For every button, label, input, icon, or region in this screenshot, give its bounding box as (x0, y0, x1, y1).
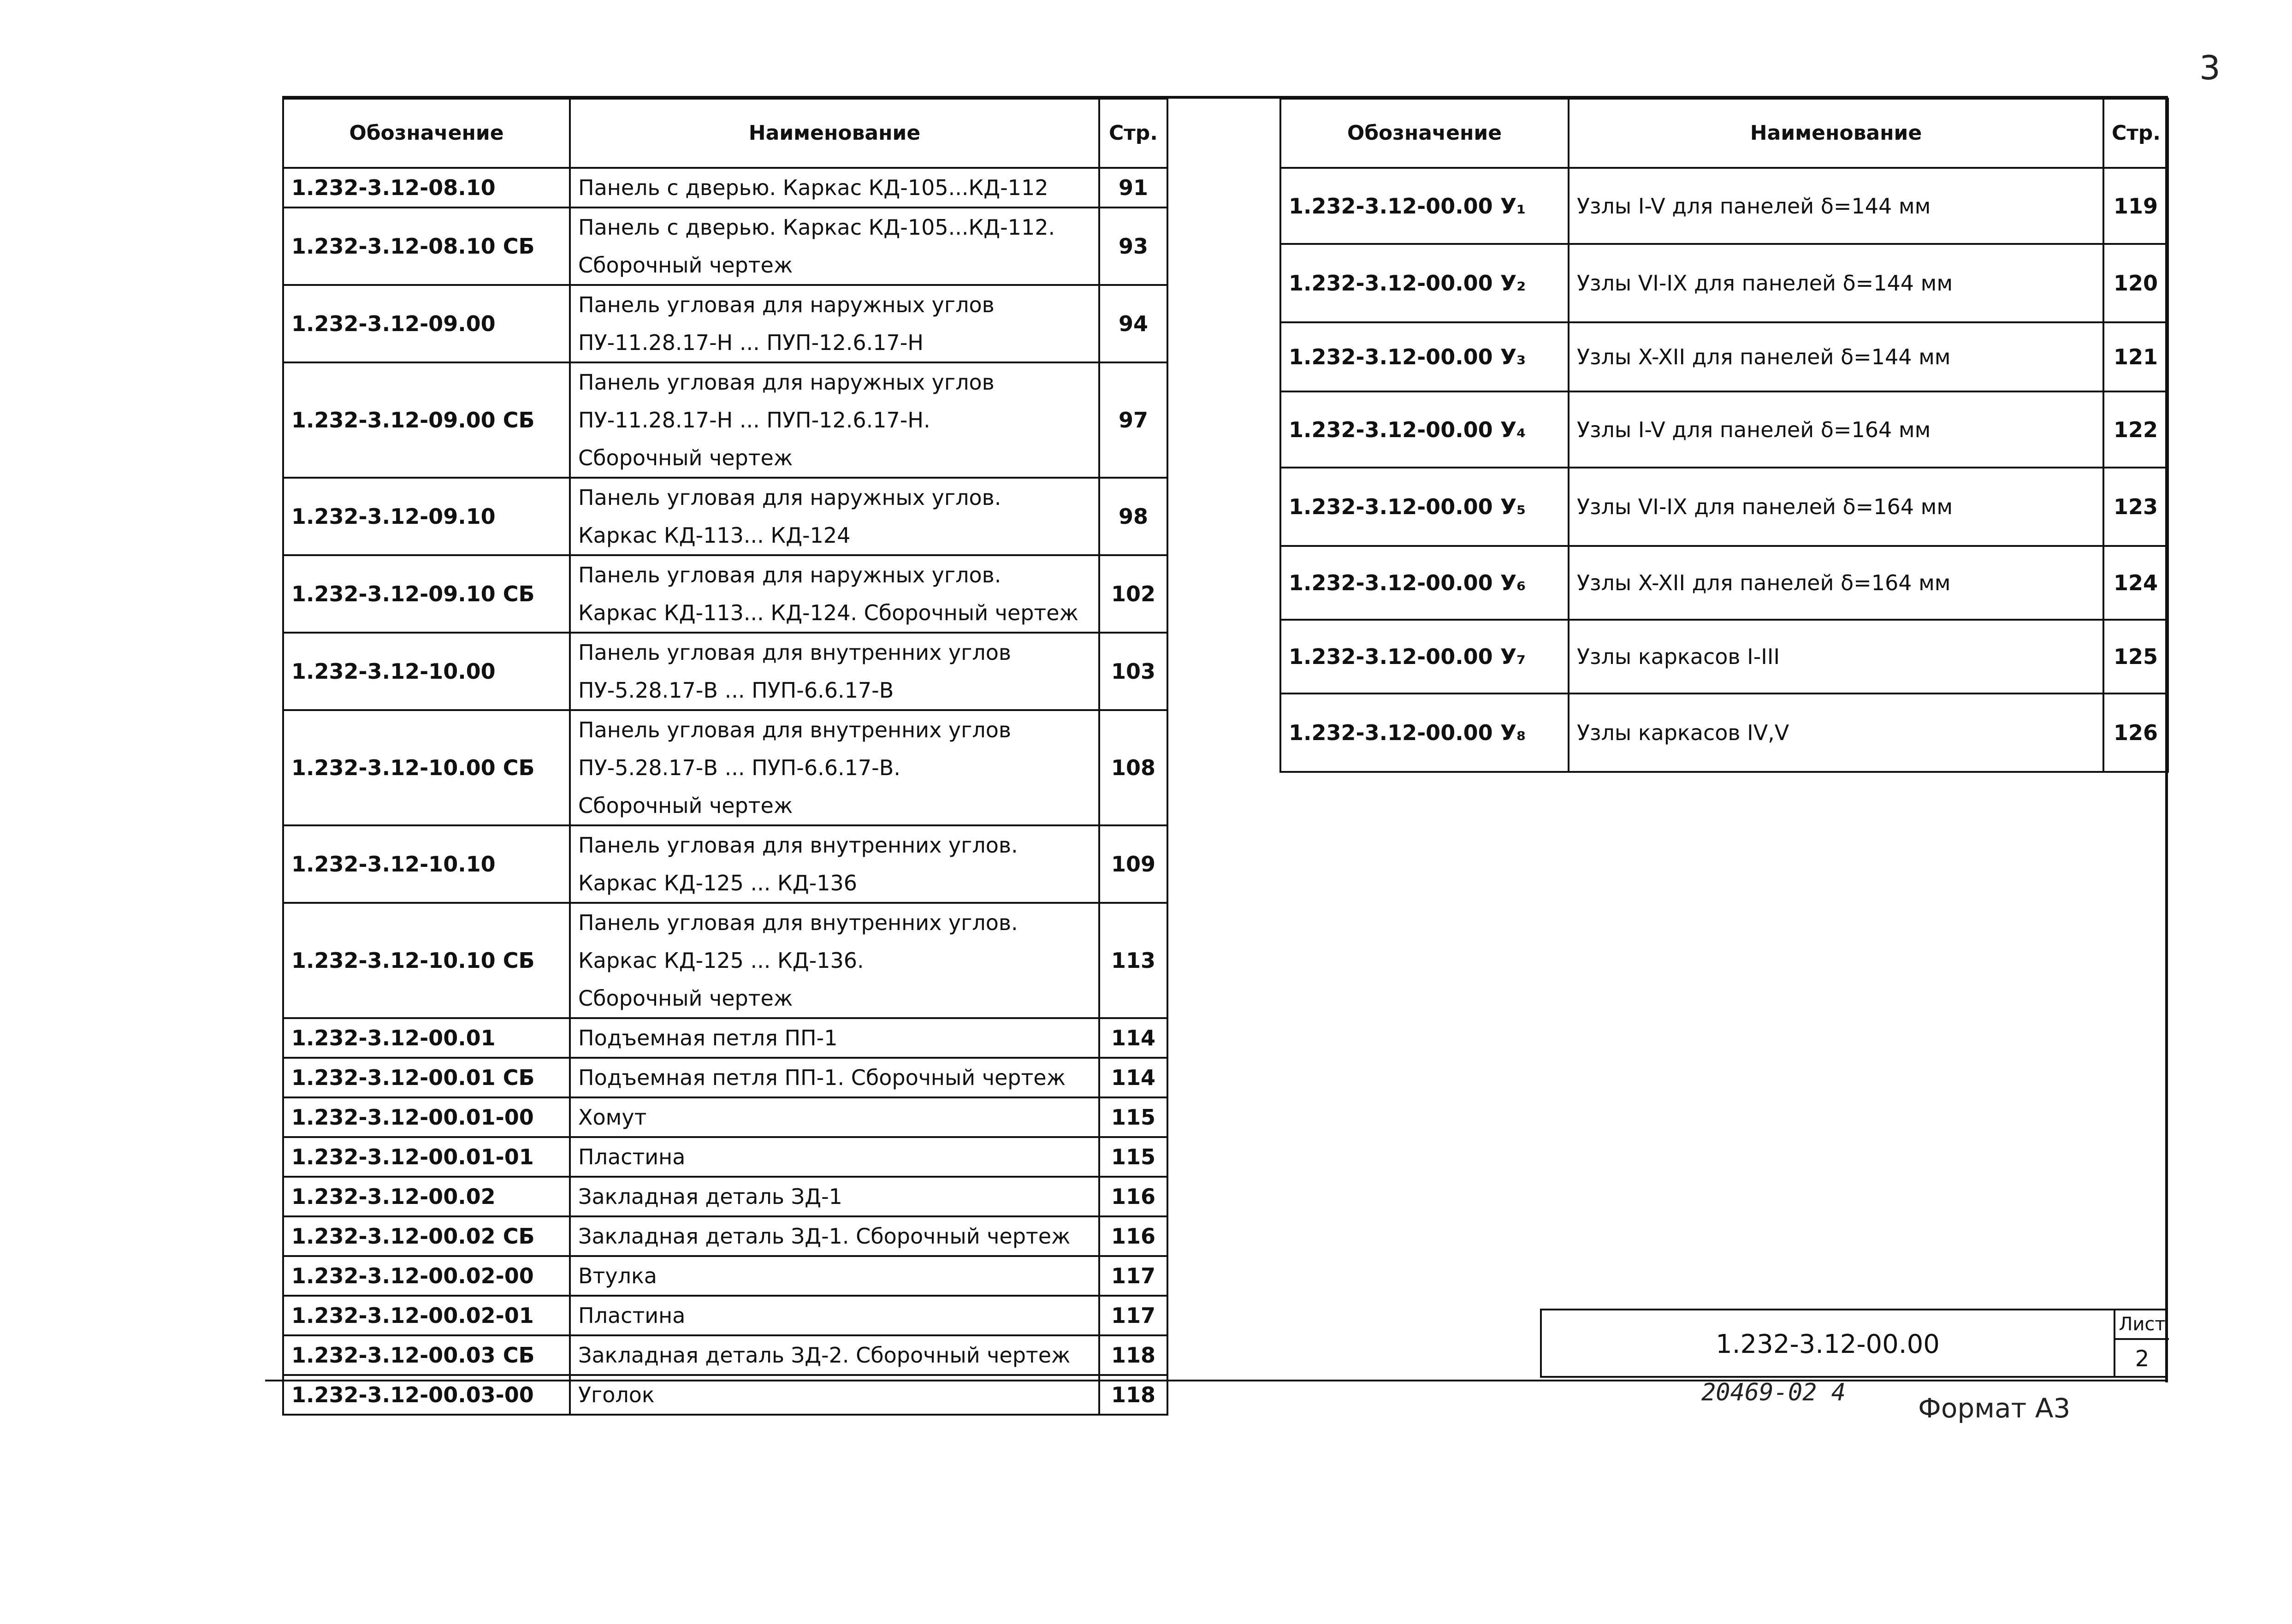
cell-page: 123 (2103, 468, 2168, 546)
title-block-stamp (1540, 1309, 2167, 1378)
cell-page: 118 (1099, 1375, 1167, 1415)
cell-designation: 1.232-3.12-00.03 СБ (283, 1335, 570, 1375)
cell-designation: 1.232-3.12-00.01 (283, 1018, 570, 1058)
header-designation: Обозначение (283, 99, 570, 168)
cell-designation: 1.232-3.12-00.00 У₆ (1280, 546, 1569, 620)
cell-name: Узлы каркасов I-III (1569, 620, 2103, 693)
cell-designation: 1.232-3.12-00.02 СБ (283, 1216, 570, 1256)
cell-designation: 1.232-3.12-00.00 У₈ (1280, 693, 1569, 772)
cell-page: 103 (1099, 633, 1167, 710)
cell-designation: 1.232-3.12-10.10 (283, 825, 570, 903)
cell-name: Хомут (570, 1097, 1099, 1137)
cell-designation: 1.232-3.12-09.00 (283, 285, 570, 362)
cell-designation: 1.232-3.12-00.02 (283, 1177, 570, 1216)
cell-page: 98 (1099, 478, 1167, 555)
cell-page: 91 (1099, 168, 1167, 207)
table-row (283, 1137, 1167, 1177)
cell-name: Втулка (570, 1256, 1099, 1296)
cell-designation: 1.232-3.12-09.00 СБ (283, 362, 570, 478)
cell-name: Панель угловая для внутренних углов ПУ-5.28.17-В ... ПУП-6.6.17-В (570, 633, 1099, 710)
table-row (283, 1177, 1167, 1216)
table-row (283, 1058, 1167, 1097)
cell-page: 119 (2103, 168, 2168, 244)
cell-page: 121 (2103, 322, 2168, 391)
table-row (283, 285, 1167, 362)
cell-name: Подъемная петля ПП-1 (570, 1018, 1099, 1058)
cell-designation: 1.232-3.12-00.01 СБ (283, 1058, 570, 1097)
cell-name: Закладная деталь ЗД-2. Сборочный чертеж (570, 1335, 1099, 1375)
cell-name: Подъемная петля ПП-1. Сборочный чертеж (570, 1058, 1099, 1097)
cell-name: Узлы X-XII для панелей δ=144 мм (1569, 322, 2103, 391)
header-page: Стр. (2103, 99, 2168, 168)
table-row (283, 1375, 1167, 1415)
table-row (283, 478, 1167, 555)
cell-designation: 1.232-3.12-00.02-00 (283, 1256, 570, 1296)
table-row (283, 633, 1167, 710)
table-row (283, 1296, 1167, 1335)
page-number: 3 (2199, 48, 2221, 87)
table-row (283, 168, 1167, 207)
inventory-number: 20469-02 4 (1701, 1379, 1846, 1406)
table-row (283, 1256, 1167, 1296)
table-row (1280, 244, 2168, 322)
cell-name: Закладная деталь ЗД-1. Сборочный чертеж (570, 1216, 1099, 1256)
cell-name: Узлы I-V для панелей δ=144 мм (1569, 168, 2103, 244)
table-row (1280, 693, 2168, 772)
cell-page: 124 (2103, 546, 2168, 620)
cell-page: 126 (2103, 693, 2168, 772)
cell-name: Пластина (570, 1296, 1099, 1335)
cell-name: Узлы VI-IX для панелей δ=144 мм (1569, 244, 2103, 322)
table-row (283, 825, 1167, 903)
cell-designation: 1.232-3.12-00.00 У₁ (1280, 168, 1569, 244)
cell-designation: 1.232-3.12-09.10 (283, 478, 570, 555)
cell-page: 122 (2103, 391, 2168, 468)
header-page: Стр. (1099, 99, 1167, 168)
cell-page: 120 (2103, 244, 2168, 322)
cell-page: 102 (1099, 555, 1167, 633)
table-row (283, 903, 1167, 1018)
cell-designation: 1.232-3.12-00.02-01 (283, 1296, 570, 1335)
table-row (1280, 391, 2168, 468)
cell-page: 118 (1099, 1335, 1167, 1375)
header-name: Наименование (570, 99, 1099, 168)
cell-page: 93 (1099, 207, 1167, 285)
cell-page: 97 (1099, 362, 1167, 478)
cell-page: 108 (1099, 710, 1167, 825)
cell-name: Панель с дверью. Каркас КД-105...КД-112 (570, 168, 1099, 207)
cell-name: Панель угловая для внутренних углов ПУ-5.28.17-В ... ПУП-6.6.17-В. Сборочный чертеж (570, 710, 1099, 825)
table-row (283, 1335, 1167, 1375)
cell-name: Узлы каркасов IV,V (1569, 693, 2103, 772)
cell-page: 117 (1099, 1296, 1167, 1335)
cell-designation: 1.232-3.12-00.01-01 (283, 1137, 570, 1177)
cell-name: Узлы VI-IX для панелей δ=164 мм (1569, 468, 2103, 546)
table-row (1280, 168, 2168, 244)
cell-name: Панель угловая для внутренних углов. Каркас КД-125 ... КД-136 (570, 825, 1099, 903)
cell-designation: 1.232-3.12-00.01-00 (283, 1097, 570, 1137)
cell-name: Пластина (570, 1137, 1099, 1177)
cell-page: 115 (1099, 1097, 1167, 1137)
right-contents-table (1279, 98, 2169, 773)
cell-name: Уголок (570, 1375, 1099, 1415)
cell-designation: 1.232-3.12-08.10 СБ (283, 207, 570, 285)
cell-page: 125 (2103, 620, 2168, 693)
cell-page: 94 (1099, 285, 1167, 362)
cell-designation: 1.232-3.12-00.00 У₂ (1280, 244, 1569, 322)
cell-name: Панель угловая для наружных углов ПУ-11.28.17-Н ... ПУП-12.6.17-Н. Сборочный чертеж (570, 362, 1099, 478)
cell-name: Панель угловая для внутренних углов. Каркас КД-125 ... КД-136. Сборочный чертеж (570, 903, 1099, 1018)
table-row (283, 1097, 1167, 1137)
table-row (283, 1018, 1167, 1058)
cell-page: 114 (1099, 1058, 1167, 1097)
cell-designation: 1.232-3.12-08.10 (283, 168, 570, 207)
table-row (1280, 322, 2168, 391)
cell-name: Панель угловая для наружных углов. Каркас КД-113... КД-124 (570, 478, 1099, 555)
cell-page: 113 (1099, 903, 1167, 1018)
cell-designation: 1.232-3.12-00.00 У₅ (1280, 468, 1569, 546)
left-table-body (283, 168, 1167, 1415)
cell-designation: 1.232-3.12-10.10 СБ (283, 903, 570, 1018)
cell-designation: 1.232-3.12-00.00 У₃ (1280, 322, 1569, 391)
cell-page: 109 (1099, 825, 1167, 903)
cell-name: Узлы I-V для панелей δ=164 мм (1569, 391, 2103, 468)
cell-designation: 1.232-3.12-00.00 У₇ (1280, 620, 1569, 693)
table-row (283, 207, 1167, 285)
stamp-sheet-box (2114, 1310, 2169, 1378)
header-name: Наименование (1569, 99, 2103, 168)
paper-format: Формат А3 (1918, 1393, 2071, 1424)
table-row (283, 710, 1167, 825)
cell-page: 116 (1099, 1216, 1167, 1256)
table-row (1280, 620, 2168, 693)
cell-designation: 1.232-3.12-10.00 (283, 633, 570, 710)
cell-name: Панель угловая для наружных углов. Каркас КД-113... КД-124. Сборочный чертеж (570, 555, 1099, 633)
cell-page: 114 (1099, 1018, 1167, 1058)
table-row (1280, 546, 2168, 620)
cell-designation: 1.232-3.12-09.10 СБ (283, 555, 570, 633)
table-row (283, 1216, 1167, 1256)
cell-designation: 1.232-3.12-10.00 СБ (283, 710, 570, 825)
header-designation: Обозначение (1280, 99, 1569, 168)
cell-page: 115 (1099, 1137, 1167, 1177)
table-row (1280, 468, 2168, 546)
stamp-document-code: 1.232-3.12-00.00 (1716, 1329, 1940, 1359)
cell-designation: 1.232-3.12-00.00 У₄ (1280, 391, 1569, 468)
cell-name: Закладная деталь ЗД-1 (570, 1177, 1099, 1216)
table-row (283, 555, 1167, 633)
stamp-sheet-label: Лист (2115, 1310, 2169, 1340)
cell-page: 116 (1099, 1177, 1167, 1216)
cell-designation: 1.232-3.12-00.03-00 (283, 1375, 570, 1415)
left-contents-table (282, 98, 1168, 1416)
cell-name: Панель угловая для наружных углов ПУ-11.28.17-Н ... ПУП-12.6.17-Н (570, 285, 1099, 362)
cell-name: Узлы X-XII для панелей δ=164 мм (1569, 546, 2103, 620)
cell-name: Панель с дверью. Каркас КД-105...КД-112. Сборочный чертеж (570, 207, 1099, 285)
table-row (283, 362, 1167, 478)
right-table-body (1280, 168, 2168, 772)
stamp-sheet-number: 2 (2135, 1346, 2150, 1372)
cell-page: 117 (1099, 1256, 1167, 1296)
